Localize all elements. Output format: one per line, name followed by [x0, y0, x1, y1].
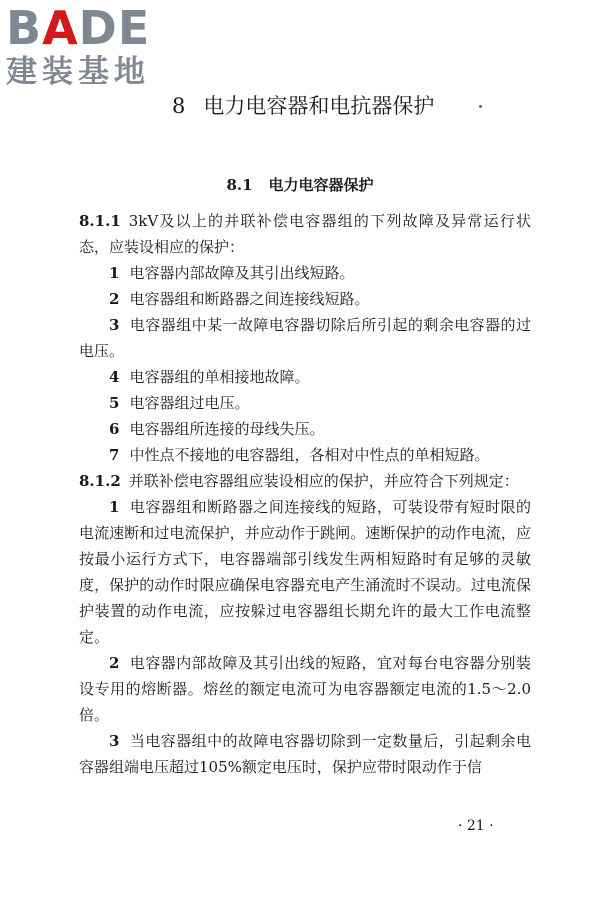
item-text: 电容器组过电压。: [129, 394, 250, 412]
list-item: [79, 390, 531, 416]
logo-brand-de: DE: [78, 1, 151, 55]
scan-dot: [479, 105, 482, 108]
item-text: 电容器组中某一故障电容器切除后所引起的剩余电容器的过电压。: [79, 316, 531, 360]
list-item: [79, 494, 531, 650]
item-number: 1: [109, 498, 120, 516]
list-item: [79, 312, 531, 364]
item-text: 当电容器组中的故障电容器切除到一定数量后，引起剩余电容器组端电压超过105%额定电压时，保护应带时限动作于信: [79, 732, 531, 776]
clause-number: 8.1.1: [79, 212, 121, 230]
item-number: 3: [109, 732, 120, 750]
item-text: 电容器组和断路器之间连接线短路。: [129, 290, 370, 308]
list-item: [79, 442, 531, 468]
chapter-number: 8: [172, 94, 186, 118]
item-text: 电容器内部故障及其引出线的短路，宜对每台电容器分别装设专用的熔断器。熔丝的额定电流可为电容器额定电流的1.5～2.0倍。: [79, 654, 531, 724]
list-item: [79, 286, 531, 312]
item-text: 电容器组和断路器之间连接线的短路，可装设带有短时限的电流速断和过电流保护，并应动作于跳闸。速断保护的动作电流，应按最小运行方式下，电容器端部引线发生两相短路时有足够的灵敏度，保护的动作时限应确保电容器充电产生涌流时不误动。过电流保护装置的动作电流，应按躲过电容器组长期允许的最大工作电流整定。: [79, 498, 531, 646]
item-number: 5: [109, 394, 120, 412]
item-number: 2: [109, 290, 120, 308]
clause-text: 3kV及以上的并联补偿电容器组的下列故障及异常运行状态，应装设相应的保护：: [79, 212, 531, 256]
section-number: 8.1: [226, 176, 253, 194]
page-number: · 21 ·: [458, 818, 494, 834]
list-item: [79, 416, 531, 442]
list-item: [79, 260, 531, 286]
item-text: 电容器内部故障及其引出线短路。: [129, 264, 355, 282]
section-title: 电力电容器保护: [268, 176, 374, 194]
clause-number: 8.1.2: [79, 472, 121, 490]
list-item: [79, 650, 531, 728]
bade-logo: [6, 1, 151, 90]
clause-8-1-2: [79, 468, 531, 494]
item-number: 2: [109, 654, 120, 672]
list-item: [79, 364, 531, 390]
logo-brand-b: B: [6, 1, 43, 55]
item-text: 电容器组的单相接地故障。: [129, 368, 310, 386]
item-text: 电容器组所连接的母线失压。: [129, 420, 325, 438]
item-text: 中性点不接地的电容器组，各相对中性点的单相短路。: [129, 446, 490, 464]
item-number: 6: [109, 420, 120, 438]
clause-text: 并联补偿电容器组应装设相应的保护，并应符合下列规定：: [128, 472, 519, 490]
chapter-title: 电力电容器和电抗器保护: [203, 94, 435, 118]
clause-8-1-1: [79, 208, 531, 260]
section-heading: [0, 174, 600, 195]
logo-brand: [6, 1, 151, 55]
item-number: 4: [109, 368, 120, 386]
document-body: [79, 208, 531, 780]
item-number: 7: [109, 446, 120, 464]
item-number: 3: [109, 316, 120, 334]
list-item: [79, 728, 531, 780]
logo-brand-a: A: [42, 1, 79, 55]
item-number: 1: [109, 264, 120, 282]
chapter-heading: [172, 90, 434, 120]
logo-subtitle: 建装基地: [6, 54, 150, 90]
